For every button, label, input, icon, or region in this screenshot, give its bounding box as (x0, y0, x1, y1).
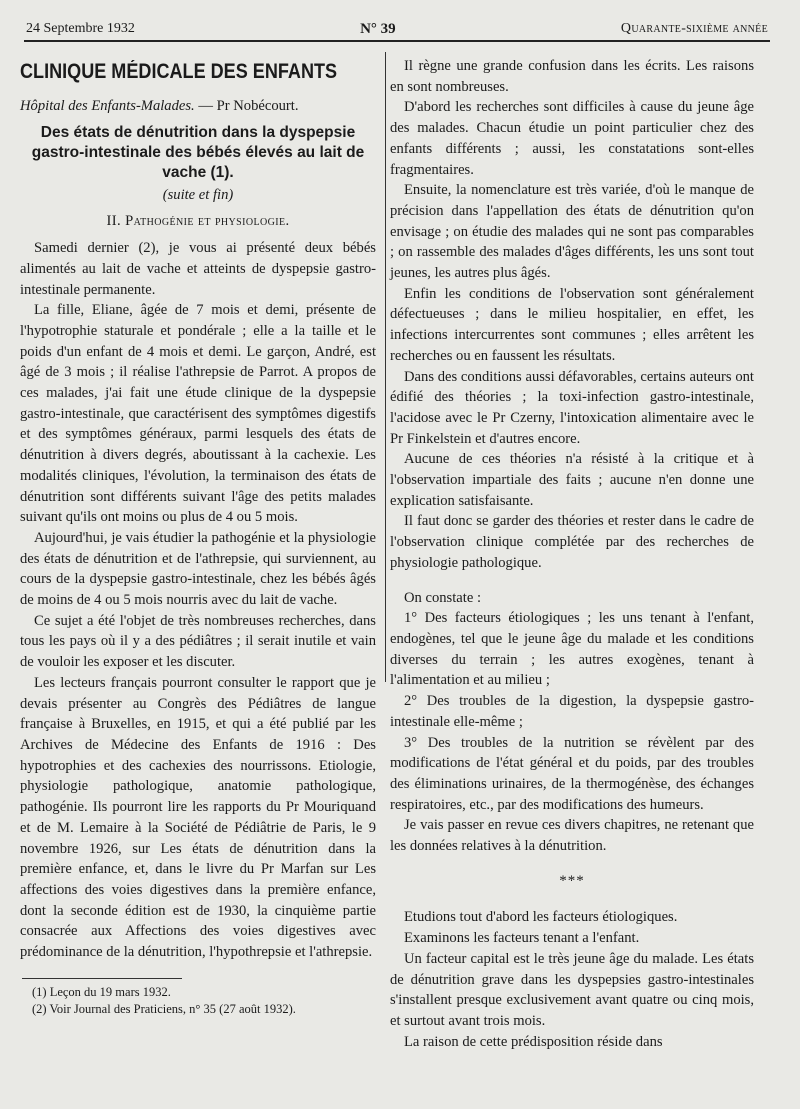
section-asterism: *** (559, 872, 585, 889)
paragraph: Aucune de ces théories n'a résisté à la critique et à l'observation impartiale des faits ; aucune n'en donne une explication satisfaisante. (390, 451, 754, 509)
hospital-line (20, 96, 376, 117)
issue-year: Quarante-sixième année (620, 21, 768, 36)
paragraph: Il règne une grande confusion dans les écrits. Les raisons en sont nombreuses. (390, 58, 754, 95)
column-divider (385, 52, 386, 682)
footnotes (22, 984, 382, 1018)
footnote: (1) Leçon du 19 mars 1932. (32, 985, 171, 999)
constate-line: On constate : (404, 589, 482, 606)
paragraph: Je vais passer en revue ces divers chapitres, ne retenant que les données relatives à la dénutrition. (390, 817, 754, 855)
paragraph: Il faut donc se garder des théories et rester dans le cadre de l'observation clinique complétée par des recherches de physiologie pathologique. (390, 513, 754, 571)
list-item: 1° Des facteurs étiologiques ; les uns tenant à l'enfant, endogènes, tel que le jeune âge du malade et les conditions diverses du terrain ; les autres exogènes, tenant à l'alimentation et au milieu ; (390, 610, 754, 689)
footnote: (2) Voir Journal des Praticiens, n° 35 (27 août 1932). (32, 1002, 296, 1016)
paragraph: Un facteur capital est le très jeune âge du malade. Les états de dénutrition grave dans les dyspepsies gastro-intestinales s'installent presque exclusivement avant quatre ou cinq mois, et surtout avant trois mois. (390, 950, 754, 1029)
section-heading: II. Pathogénie et physiologie. (106, 213, 290, 230)
right-column (390, 56, 754, 1052)
hospital-name: Hôpital des Enfants-Malades. (20, 98, 195, 114)
paragraph: Les lecteurs français pourront consulter le rapport que je devais présenter au Congrès des Pédiâtres de langue française à Bruxelles, en 1915, et qui a été publié par les Archives de Médecine des Enfants de 1916 : Des hypotrophies et des cachexies des nourrissons. Etiologie, physiologie pathologique, anatomie pathologique, pathogénie. Ils pourront lire les rapports du Pr Mouriquand et de M. Lemaire à la Société de Pédiâtrie de Paris, le 9 novembre 1926, sur Les états de dénutrition dans la première enfance, et, dans le livre du Pr Marfan sur Les affections des voies digestives dans la première enfance, dont la seconde édition est de 1930, la cinquième partie consacrée aux Affections des voies digestives avec prédominance de la dénutrition, l'hypothrepsie et l'athrepsie. (20, 674, 376, 961)
suite-note: (suite et fin) (162, 186, 234, 203)
paragraph: La raison de cette prédisposition réside dans (404, 1033, 663, 1050)
paragraph: Aujourd'hui, je vais étudier la pathogénie et la physiologie des états de dénutrition et de l'athrepsie, qui surviennent, au cours de la dyspepsie gastro-intestinale, chez les bébés âgés de moins de 4 ou 5 mois nourris avec du lait de vache. (20, 529, 376, 609)
issue-number: N° 39 (360, 20, 396, 37)
running-header (26, 18, 768, 40)
issue-date: 24 Septembre 1932 (26, 21, 135, 36)
list-item: 2° Des troubles de la digestion, la dyspepsie gastro-intestinale elle-même ; (390, 693, 754, 730)
article-title: CLINIQUE MÉDICALE DES ENFANTS (20, 60, 338, 83)
footnote-rule (22, 978, 182, 979)
author-name: — Pr Nobécourt. (198, 98, 299, 114)
list-item: 3° Des troubles de la nutrition se révèlent par des modifications de l'état général et du poids, par des troubles des éliminations urinaires, de la thermogénèse, des échanges respiratoires, etc., par des modifications des humeurs. (390, 734, 754, 813)
paragraph: La fille, Eliane, âgée de 7 mois et demi, présente de l'hypotrophie staturale et pondérale ; elle a la taille et le poids d'un enfant de 4 mois et demi. Le garçon, André, est âgé de 3 mois ; il réalise l'athrepsie de Parrot. A propos de ces malades, j'ai fait une étude clinique de la dyspepsie gastro-intestinale, que caractérisent des symptômes digestifs et des symptômes généraux, parmi lesquels des états de dénutrition à divers degrés, aboutissant à la cachexie. Les modalités cliniques, l'évolution, la terminaison des états de dénutrition sont différents suivant l'âge des petits malades suivant qu'ils ont moins ou plus de 4 ou 5 mois. (20, 302, 376, 526)
paragraph: Examinons les facteurs tenant a l'enfant. (404, 930, 640, 947)
header-rule (24, 40, 770, 42)
paragraph: Etudions tout d'abord les facteurs étiologiques. (404, 909, 678, 926)
paragraph: Enfin les conditions de l'observation sont généralement défectueuses ; dans le milieu hospitalier, en effet, les infections intercurrentes sont communes ; elles arrêtent les recherches ou en faussent les résultats. (390, 285, 754, 364)
left-column (20, 56, 376, 963)
paragraph: Dans des conditions aussi défavorables, certains auteurs ont édifié des théories ; la toxi-infection gastro-intestinale, l'acidose avec le Pr Czerny, l'intoxication alimentaire avec le Pr Finkelstein et d'autres encore. (390, 368, 754, 447)
lecture-title: Des états de dénutrition dans la dyspepsie gastro-intestinale des bébés élevés au lait de vache (1). (31, 123, 365, 181)
paragraph: Samedi dernier (2), je vous ai présenté deux bébés alimentés au lait de vache et atteints de dyspepsie gastro-intestinale permanente. (20, 240, 376, 298)
paragraph: D'abord les recherches sont difficiles à cause du jeune âge des malades. Chacun étudie un point particulier chez des enfants différents ; aussi, les constatations sont-elles fragmentaires. (390, 99, 754, 178)
spacer (390, 574, 754, 588)
paragraph: Ensuite, la nomenclature est très variée, d'où le manque de précision dans l'appellation des états de dénutrition qu'on envisage ; on étudie des malades qui ne sont pas comparables ; on rassemble des malades d'âges différents, les uns sont tout jeunes, les autres plus âgés. (390, 182, 754, 282)
paragraph: Ce sujet a été l'objet de très nombreuses recherches, dans tous les pays où il y a des pédiâtres ; il serait inutile et vain de vouloir les exposer et les discuter. (20, 612, 376, 671)
